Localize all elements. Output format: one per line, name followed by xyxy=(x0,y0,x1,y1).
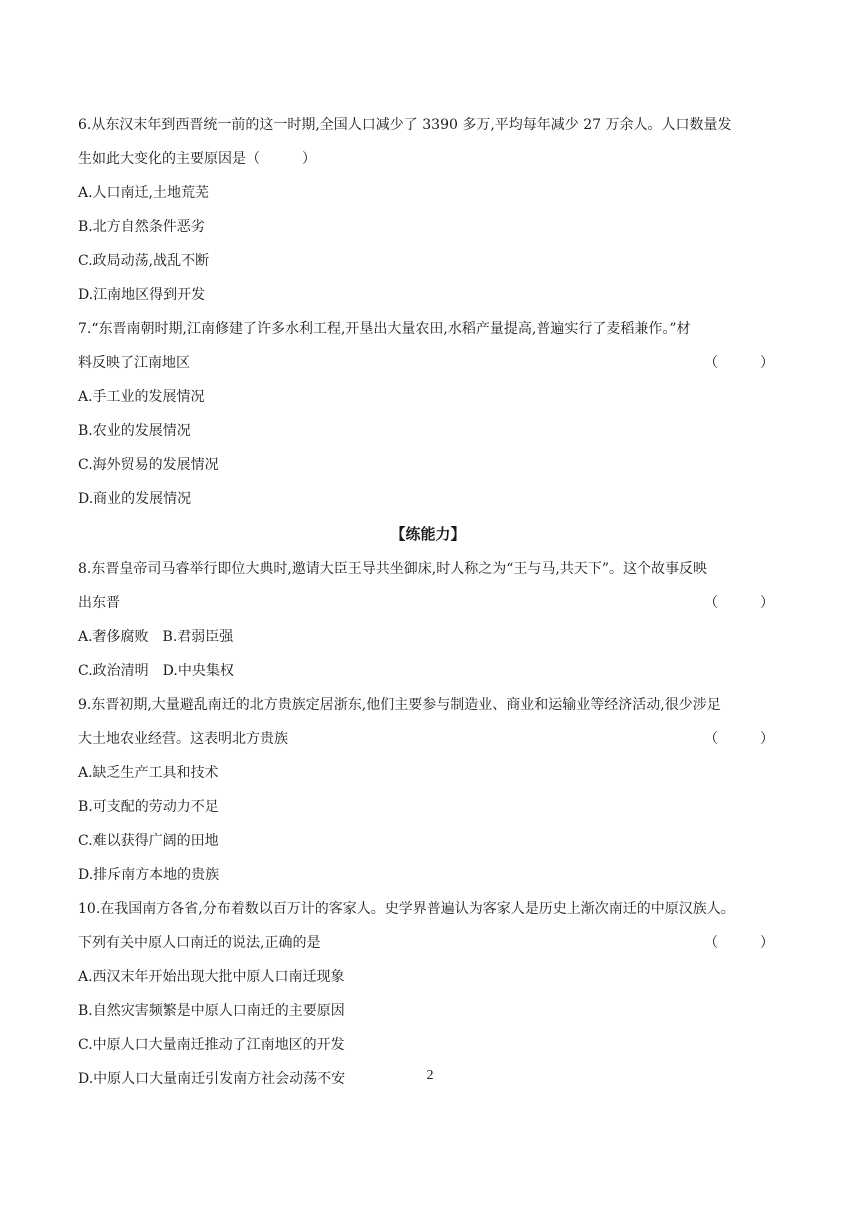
section-title: 【练能力】 xyxy=(390,525,466,543)
question-6 xyxy=(78,108,778,312)
option-a: A.西汉末年开始出现大批中原人口南迁现象 xyxy=(78,969,345,985)
option-b: B.农业的发展情况 xyxy=(78,423,191,439)
question-8 xyxy=(78,552,778,688)
question-9 xyxy=(78,688,778,892)
answer-blank: （ ） xyxy=(704,595,774,611)
option-cd: C.政治清明 D.中央集权 xyxy=(78,663,234,679)
question-stem-line: 9.东晋初期,大量避乱南迁的北方贵族定居浙东,他们主要参与制造业、商业和运输业等经济活动,很少涉足 xyxy=(78,697,721,713)
option-a: A.人口南迁,土地荒芜 xyxy=(78,185,210,201)
question-stem-text: 下列有关中原人口南迁的说法,正确的是 xyxy=(78,935,321,951)
option-b: B.可支配的劳动力不足 xyxy=(78,799,219,815)
option-c: C.难以获得广阔的田地 xyxy=(78,833,219,849)
question-stem-line xyxy=(78,586,778,620)
question-stem-line: 10.在我国南方各省,分布着数以百万计的客家人。史学界普遍认为客家人是历史上渐次南迁的中原汉族人。 xyxy=(78,901,735,917)
answer-blank: （ ） xyxy=(704,355,774,371)
question-stem-line xyxy=(78,926,778,960)
page-number: 2 xyxy=(426,1068,434,1083)
option-b: B.自然灾害频繁是中原人口南迁的主要原因 xyxy=(78,1003,345,1019)
question-stem-line: 6.从东汉末年到西晋统一前的这一时期,全国人口减少了 3390 多万,平均每年减少 27 万余人。人口数量发 xyxy=(78,117,732,133)
option-c: C.政局动荡,战乱不断 xyxy=(78,253,210,269)
question-stem-text: 大土地农业经营。这表明北方贵族 xyxy=(78,731,288,747)
question-stem-line xyxy=(78,346,778,380)
question-stem-line: 7.“东晋南朝时期,江南修建了许多水利工程,开垦出大量农田,水稻产量提高,普遍实行了麦稻兼作。”材 xyxy=(78,321,691,337)
question-stem-text: 出东晋 xyxy=(78,595,120,611)
option-b: B.北方自然条件恶劣 xyxy=(78,219,205,235)
answer-blank: （ ） xyxy=(704,935,774,951)
option-a: A.缺乏生产工具和技术 xyxy=(78,765,219,781)
option-d: D.江南地区得到开发 xyxy=(78,287,206,303)
question-7 xyxy=(78,312,778,516)
question-stem-line xyxy=(78,722,778,756)
question-stem-text: 料反映了江南地区 xyxy=(78,355,190,371)
option-ab: A.奢侈腐败 B.君弱臣强 xyxy=(78,629,234,645)
option-c: C.中原人口大量南迁推动了江南地区的开发 xyxy=(78,1037,345,1053)
question-stem-line: 生如此大变化的主要原因是（ ） xyxy=(78,151,316,167)
option-c: C.海外贸易的发展情况 xyxy=(78,457,219,473)
option-d: D.中原人口大量南迁引发南方社会动荡不安 xyxy=(78,1071,346,1087)
option-a: A.手工业的发展情况 xyxy=(78,389,205,405)
question-stem-line: 8.东晋皇帝司马睿举行即位大典时,邀请大臣王导共坐御床,时人称之为“王与马,共天下”。这个故事反映 xyxy=(78,561,708,577)
answer-blank: （ ） xyxy=(704,731,774,747)
page-content xyxy=(78,108,778,1096)
option-d: D.排斥南方本地的贵族 xyxy=(78,867,220,883)
option-d: D.商业的发展情况 xyxy=(78,491,192,507)
question-10 xyxy=(78,892,778,1096)
